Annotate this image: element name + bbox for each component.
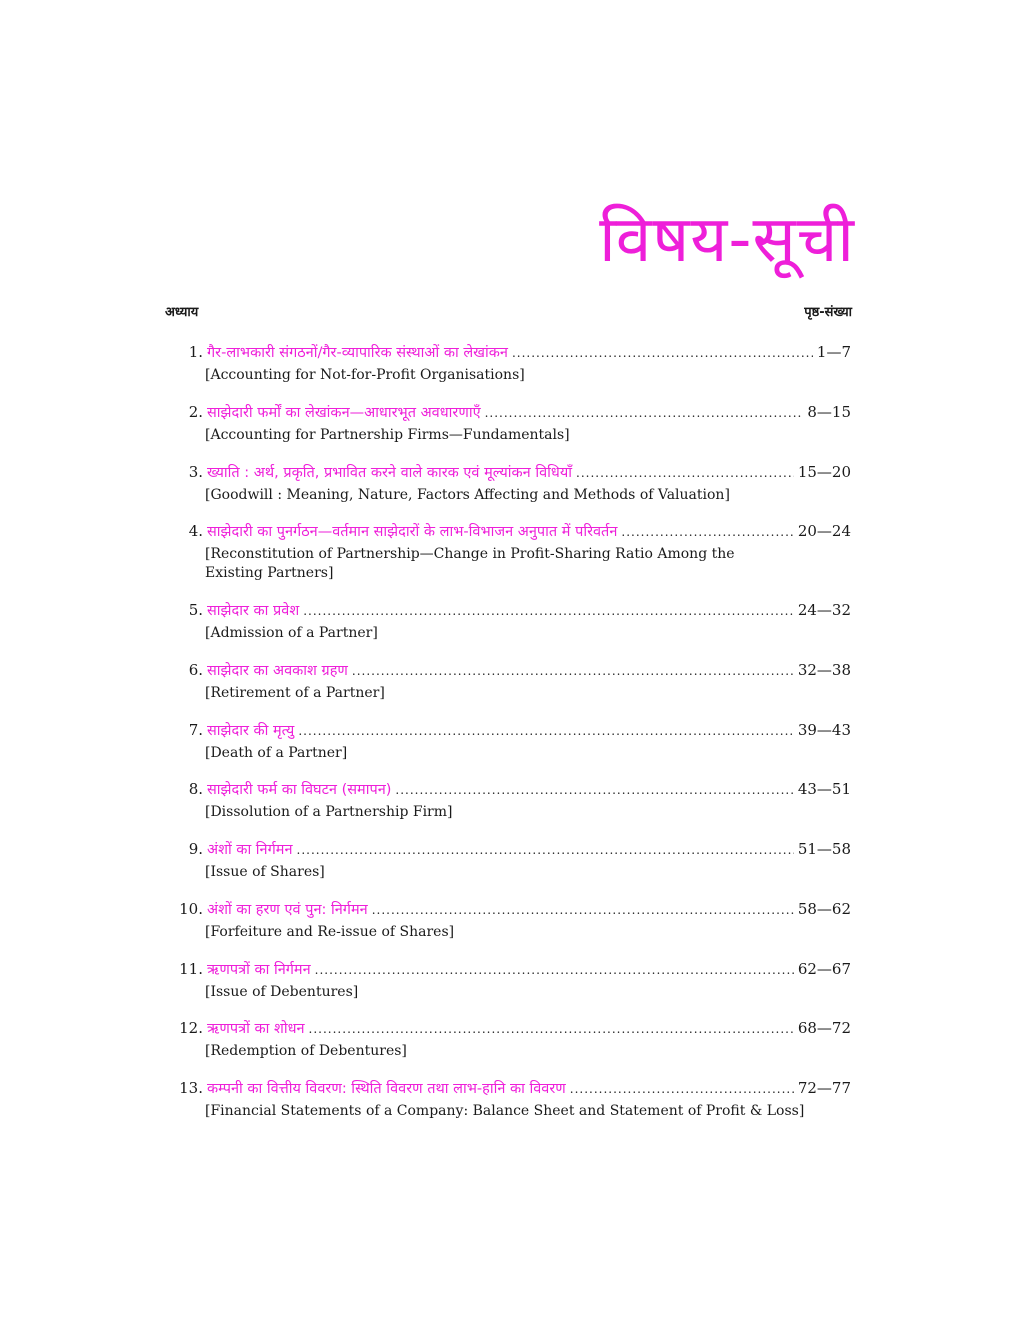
entry-number: 6.	[188, 661, 203, 679]
entry-english-title: [Reconstitution of Partnership—Change in Profit-Sharing Ratio Among the Existing Partners]	[205, 546, 735, 581]
entry-number: 7.	[188, 721, 203, 739]
entry-english-title: [Financial Statements of a Company: Balance Sheet and Statement of Profit & Loss]	[205, 1103, 805, 1119]
entry-pages: 1—7	[816, 343, 851, 361]
dot-leader	[352, 664, 794, 678]
page-title: विषय-सूची	[599, 203, 855, 277]
entry-pages: 68—72	[797, 1019, 851, 1037]
entry-hindi-title[interactable]: साझेदार की मृत्यु	[207, 723, 295, 739]
dot-leader	[621, 525, 793, 539]
dot-leader	[485, 406, 804, 420]
entry-hindi-title[interactable]: साझेदारी का पुनर्गठन—वर्तमान साझेदारों के लाभ-विभाजन अनुपात में परिवर्तन	[207, 524, 618, 540]
entry-hindi-title[interactable]: कम्पनी का वित्तीय विवरण: स्थिति विवरण तथा लाभ-हानि का विवरण	[207, 1081, 566, 1097]
dot-leader	[297, 843, 794, 857]
entry-english-title: [Redemption of Debentures]	[205, 1043, 407, 1059]
dot-leader	[309, 1022, 794, 1036]
entry-pages: 15—20	[797, 463, 851, 481]
entry-hindi-title[interactable]: अंशों का निर्गमन	[207, 842, 293, 858]
entry-pages: 24—32	[797, 601, 851, 619]
entry-english-title: [Goodwill : Meaning, Nature, Factors Affecting and Methods of Valuation]	[205, 487, 730, 503]
entry-english-title: [Admission of a Partner]	[205, 625, 378, 641]
entry-english-title: [Retirement of a Partner]	[205, 685, 385, 701]
entry-number: 1.	[188, 343, 203, 361]
toc-entry[interactable]	[165, 720, 851, 763]
entry-hindi-title[interactable]: ऋणपत्रों का निर्गमन	[207, 962, 311, 978]
entry-hindi-title[interactable]: साझेदारी फर्म का विघटन (समापन)	[207, 782, 392, 798]
dot-leader	[395, 783, 793, 797]
entry-number: 10.	[179, 900, 203, 918]
entry-pages: 20—24	[797, 522, 851, 540]
dot-leader	[303, 604, 794, 618]
entry-hindi-title[interactable]: ऋणपत्रों का शोधन	[207, 1021, 305, 1037]
entry-hindi-title[interactable]: गैर-लाभकारी संगठनों/गैर-व्यापारिक संस्थाओं का लेखांकन	[207, 345, 508, 361]
entry-english-title: [Death of a Partner]	[205, 745, 348, 761]
entry-english-title: [Accounting for Not-for-Profit Organisations]	[205, 367, 525, 383]
entry-hindi-title[interactable]: साझेदारी फर्मों का लेखांकन—आधारभूत अवधारणाएँ	[207, 405, 481, 421]
entry-pages: 43—51	[797, 780, 851, 798]
toc-entry[interactable]	[165, 342, 851, 385]
entry-number: 2.	[188, 403, 203, 421]
entry-english-title: [Issue of Shares]	[205, 864, 325, 880]
dot-leader	[315, 963, 794, 977]
toc-entry[interactable]	[165, 521, 851, 583]
toc-entry[interactable]	[165, 1078, 851, 1121]
entry-pages: 39—43	[797, 721, 851, 739]
dot-leader	[298, 724, 794, 738]
toc-entry[interactable]	[165, 959, 851, 1002]
entry-english-title: [Accounting for Partnership Firms—Fundamentals]	[205, 427, 570, 443]
toc-entry[interactable]	[165, 839, 851, 882]
toc-entry[interactable]	[165, 462, 851, 505]
entry-pages: 58—62	[797, 900, 851, 918]
entry-pages: 51—58	[797, 840, 851, 858]
entry-pages: 8—15	[807, 403, 851, 421]
entry-english-title: [Forfeiture and Re-issue of Shares]	[205, 924, 455, 940]
entry-hindi-title[interactable]: साझेदार का अवकाश ग्रहण	[207, 663, 348, 679]
entry-number: 12.	[179, 1019, 203, 1037]
entry-english-title: [Issue of Debentures]	[205, 984, 359, 1000]
dot-leader	[372, 903, 794, 917]
entry-hindi-title[interactable]: अंशों का हरण एवं पुन: निर्गमन	[207, 902, 368, 918]
toc-entry[interactable]	[165, 600, 851, 643]
entry-number: 4.	[188, 522, 203, 540]
dot-leader	[570, 1082, 794, 1096]
entry-number: 8.	[188, 780, 203, 798]
entry-number: 3.	[188, 463, 203, 481]
dot-leader	[512, 346, 813, 360]
entry-pages: 62—67	[797, 960, 851, 978]
entry-number: 11.	[179, 960, 203, 978]
entry-number: 9.	[188, 840, 203, 858]
entry-hindi-title[interactable]: ख्याति : अर्थ, प्रकृति, प्रभावित करने वाले कारक एवं मूल्यांकन विधियाँ	[207, 465, 572, 481]
toc-entry[interactable]	[165, 779, 851, 822]
entry-number: 5.	[188, 601, 203, 619]
entry-pages: 72—77	[797, 1079, 851, 1097]
toc-entry[interactable]	[165, 660, 851, 703]
chapter-column-header: अध्याय	[165, 305, 199, 320]
dot-leader	[576, 466, 794, 480]
entry-hindi-title[interactable]: साझेदार का प्रवेश	[207, 603, 300, 619]
entry-number: 13.	[179, 1079, 203, 1097]
entry-english-title: [Dissolution of a Partnership Firm]	[205, 804, 453, 820]
toc-entry[interactable]	[165, 899, 851, 942]
entry-pages: 32—38	[797, 661, 851, 679]
toc-entry[interactable]	[165, 402, 851, 445]
toc-entry[interactable]	[165, 1018, 851, 1061]
page-number-column-header: पृष्ठ-संख्या	[804, 305, 852, 320]
